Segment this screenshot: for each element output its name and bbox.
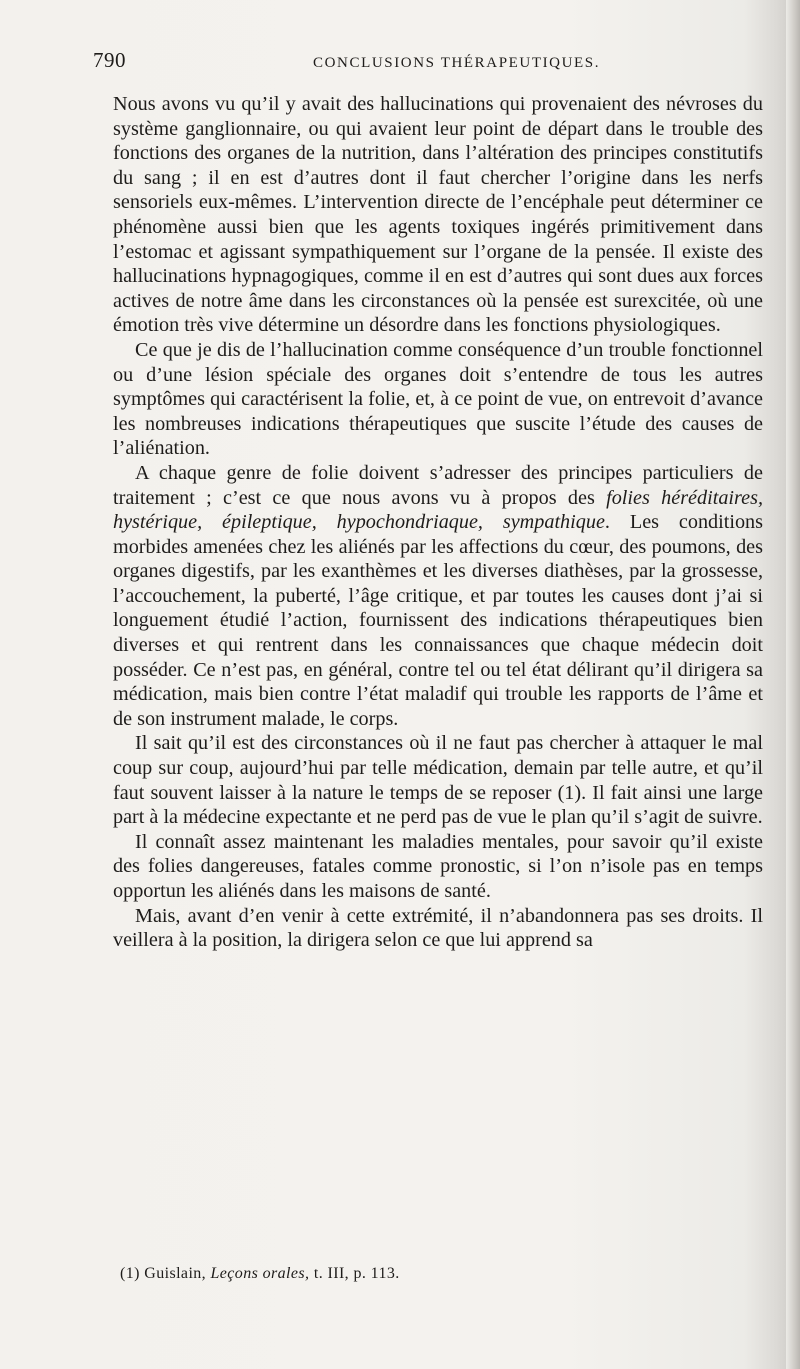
page-edge-shadow xyxy=(786,0,800,1369)
page-number: 790 xyxy=(93,48,126,72)
paragraph-3-italic-terms: folies héréditaires, hystérique, épileptique, hypochondriaque, sympathique xyxy=(113,486,763,534)
body-text xyxy=(113,92,763,953)
paragraph-2: Ce que je dis de l’hallucination comme conséquence d’un trouble fonctionnel ou d’une lésion spéciale des organes doit s’entendre de tous les autres symptômes qui caractérisent la folie, et, à ce point de vue, on entrevoit d’avance les nombreuses indications thérapeutiques que suscite l’étude des causes de l’aliénation. xyxy=(113,338,763,460)
footnote-marker: (1) xyxy=(120,1265,140,1282)
paragraph-3-text-after: . Les conditions morbides amenées chez les aliénés par les affections du cœur, des poumons, des organes digestifs, par les exanthèmes et les diverses diathèses, par la grossesse, l’accouchement, la puberté, l’âge critique, et par toutes les causes dont j’ai si longuement étudié l’action, fournissent des indications thérapeutiques bien diverses et qui rentrent dans les connaissances que chaque médecin doit posséder. Ce n’est pas, en général, contre tel ou tel état délirant qu’il dirigera sa médication, mais bien contre l’état maladif qui trouble les rapports de l’âme et de son instrument malade, le corps. xyxy=(113,511,764,730)
paragraph-1: Nous avons vu qu’il y avait des hallucinations qui provenaient des névroses du système ganglionnaire, ou qui avaient leur point de départ dans le trouble des fonctions des organes de la nutrition, dans l’altération des principes constitutifs du sang ; il en est d’autres dont il faut chercher l’origine dans les nerfs sensoriels eux-mêmes. L’intervention directe de l’encéphale peut déterminer ce phénomène aussi bien que les agents toxiques ingérés primitivement dans l’estomac et agissant sympathiquement sur l’organe de la pensée. Il existe des hallucinations hypnagogiques, comme il en est d’autres qui sont dues aux forces actives de notre âme dans les circonstances où la pensée est surexcitée, où une émotion très vive détermine un désordre dans les fonctions physiologiques. xyxy=(113,93,763,337)
paragraph-3-text-before: A chaque genre de folie doivent s’adresser des principes particuliers de traitement ; c’est ce que nous avons vu à propos des xyxy=(113,461,763,509)
paragraph-4: Il sait qu’il est des circonstances où il ne faut pas chercher à attaquer le mal coup sur coup, aujourd’hui par telle médication, demain par telle autre, et qu’il faut souvent laisser à la nature le temps de se reposer (1). Il fait ainsi une large part à la médecine expectante et ne perd pas de vue le plan qu’il s’agit de suivre. xyxy=(113,732,763,829)
footnote-reference: t. III, p. 113. xyxy=(313,1265,400,1282)
paragraph-5: Il connaît assez maintenant les maladies mentales, pour savoir qu’il existe des folies dangereuses, fatales comme pronostic, si l’on n’isole pas en temps opportun les aliénés dans les maisons de santé. xyxy=(113,830,763,902)
footnote-author: Guislain, xyxy=(144,1265,207,1282)
footnote xyxy=(120,1265,760,1283)
running-title: CONCLUSIONS THÉRAPEUTIQUES. xyxy=(313,55,601,71)
page-header xyxy=(93,50,763,80)
footnote-title: Leçons orales, xyxy=(210,1265,310,1282)
paragraph-6: Mais, avant d’en venir à cette extrémité, il n’abandonnera pas ses droits. Il veillera à la position, la dirigera selon ce que lui apprend sa xyxy=(113,904,763,952)
paragraph-3 xyxy=(113,461,763,732)
